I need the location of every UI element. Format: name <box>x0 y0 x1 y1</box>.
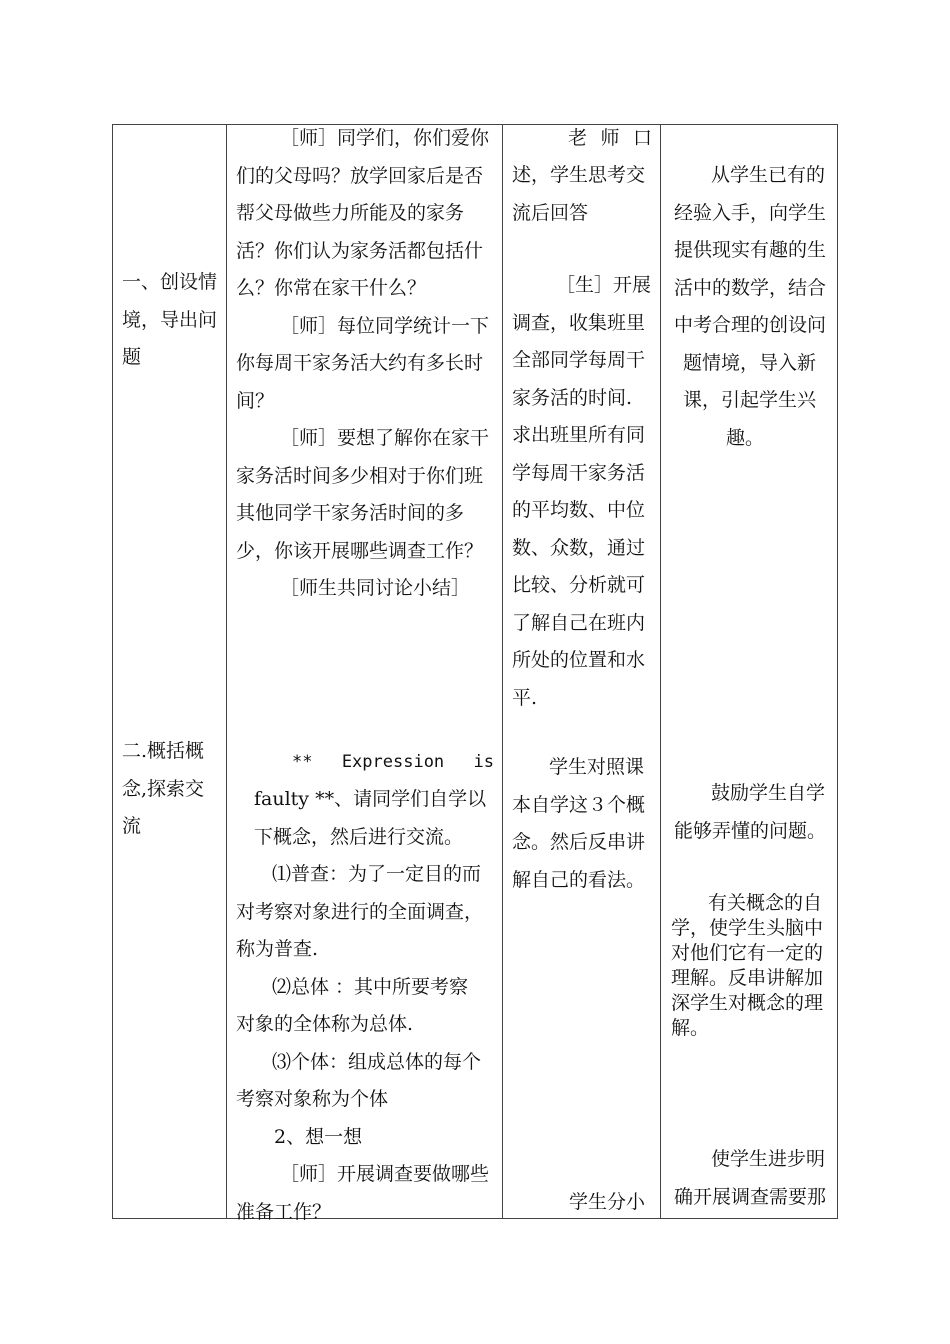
expression-error-line: ** Expression is <box>292 752 494 772</box>
student-activity-part2: ［生］开展 调查，收集班里 全部同学每周干 家务活的时间. 求出班里所有同 学每周干家务活 的平均数、中位 数、众数，通过 比较、分析就可 了解自己在班内 所处的位置和水 平. <box>512 274 652 709</box>
design-intent-part3: 有关概念的自 学，使学生头脑中 对他们它有一定的 理解。反串讲解加 深学生对概念的理 解。 <box>671 892 824 1039</box>
column-divider-1 <box>226 125 227 1218</box>
column-divider-3 <box>660 125 661 1218</box>
design-intent-part2: 鼓励学生自学 能够弄懂的问题。 <box>674 782 827 842</box>
student-activity-part1: 述，学生思考交 流后回答 <box>512 164 646 224</box>
student-activity-part4: 学生分小 <box>569 1191 646 1213</box>
design-intent-part4: 使学生进步明 确开展调查需要那 <box>674 1148 827 1208</box>
stage-heading-1: 一、创设情 境，导出问 题 <box>122 271 218 368</box>
student-activity-part3: 学生对照课 本自学这３个概 念。然后反串讲 解自己的看法。 <box>512 756 646 891</box>
design-intent-part1: 从学生已有的 经验入手，向学生 提供现实有趣的生 活中的数学，结合 中考合理的创设问 题情境，导入新 课，引起学生兴 趣。 <box>674 164 827 449</box>
teaching-content-part1: ［师］同学们，你们爱你 们的父母吗？放学回家后是否 帮父母做些力所能及的家务 活？你们认为家务活都包括什 么？你常在家干什么？ ［师］每位同学统计一下 你每周干家务活大约有多长时 间？ ［师］要想了解你在家干 家务活时间多少相对于你们班 其他同学干家务活时间的多 少，你该开展哪些调查工作？ ［师生共同讨论小结］ <box>236 127 490 599</box>
column-divider-2 <box>502 125 503 1218</box>
student-activity-line0: 老 师 口 <box>568 127 652 149</box>
stage-heading-2: 二.概括概 念,探索交 流 <box>122 740 205 837</box>
teaching-content-part2: faulty **、请同学们自学以 下概念，然后进行交流。 ⑴普查：为了一定目的而 对考察对象进行的全面调查， 称为普查. ⑵总体 ：其中所要考察 对象的全体称为总体. ⑶个体：组成总体的每个 考察对象称为个体 2、想一想 ［师］开展调查要做哪些 准备工作？ <box>236 788 490 1223</box>
